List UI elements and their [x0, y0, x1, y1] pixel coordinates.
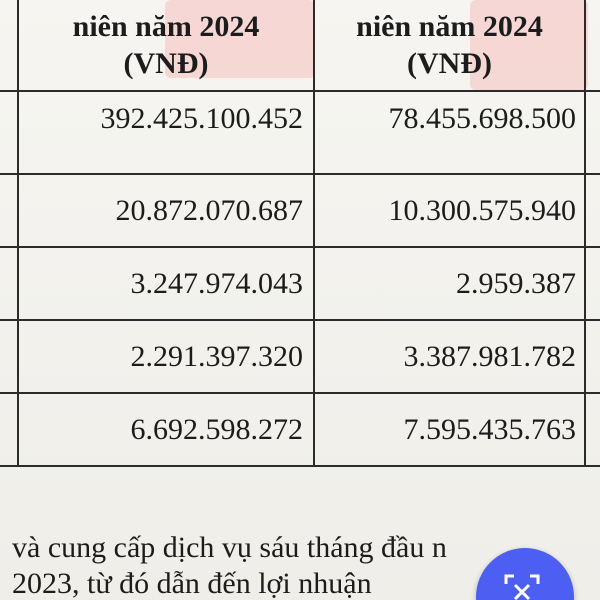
header-cell-col1 — [18, 0, 314, 91]
row-edge-cell-right — [585, 91, 600, 174]
table-row — [0, 320, 600, 393]
value-cell-col2: 2.959.387 — [314, 247, 585, 320]
row-edge-cell-right — [585, 393, 600, 466]
table-row — [0, 393, 600, 466]
header-line: niên năm 2024 — [72, 10, 260, 43]
row-edge-cell — [0, 320, 18, 393]
header-row — [0, 0, 600, 91]
row-edge-cell — [0, 247, 18, 320]
value-cell-col1: 3.247.974.043 — [18, 247, 314, 320]
header-line: niên năm 2024 — [356, 10, 543, 43]
row-edge-cell — [0, 91, 18, 174]
row-edge-cell — [0, 393, 18, 466]
value-cell-col2: 7.595.435.763 — [314, 393, 585, 466]
value-cell-col1: 20.872.070.687 — [18, 174, 314, 247]
header-cell-col2 — [314, 0, 585, 91]
header-cell-edge — [0, 0, 18, 91]
paragraph-line: 2023, từ đó dẫn đến lợi nhuận — [12, 567, 372, 600]
row-edge-cell-right — [585, 320, 600, 393]
row-edge-cell — [0, 174, 18, 247]
header-unit: (VNĐ) — [123, 47, 209, 80]
table-row — [0, 247, 600, 320]
row-edge-cell-right — [585, 174, 600, 247]
value-cell-col1: 2.291.397.320 — [18, 320, 314, 393]
header-unit: (VNĐ) — [407, 47, 492, 80]
row-edge-cell-right — [585, 247, 600, 320]
value-cell-col2: 3.387.981.782 — [314, 320, 585, 393]
table-row — [0, 174, 600, 247]
scan-icon — [504, 574, 540, 600]
value-cell-col1: 6.692.598.272 — [18, 393, 314, 466]
paragraph-line: và cung cấp dịch vụ sáu tháng đầu n — [12, 531, 447, 564]
value-cell-col1: 392.425.100.452 — [18, 91, 314, 174]
value-cell-col2: 78.455.698.500 — [314, 91, 585, 174]
value-cell-col2: 10.300.575.940 — [314, 174, 585, 247]
table-row — [0, 91, 600, 174]
header-cell-edge-right — [585, 0, 600, 91]
